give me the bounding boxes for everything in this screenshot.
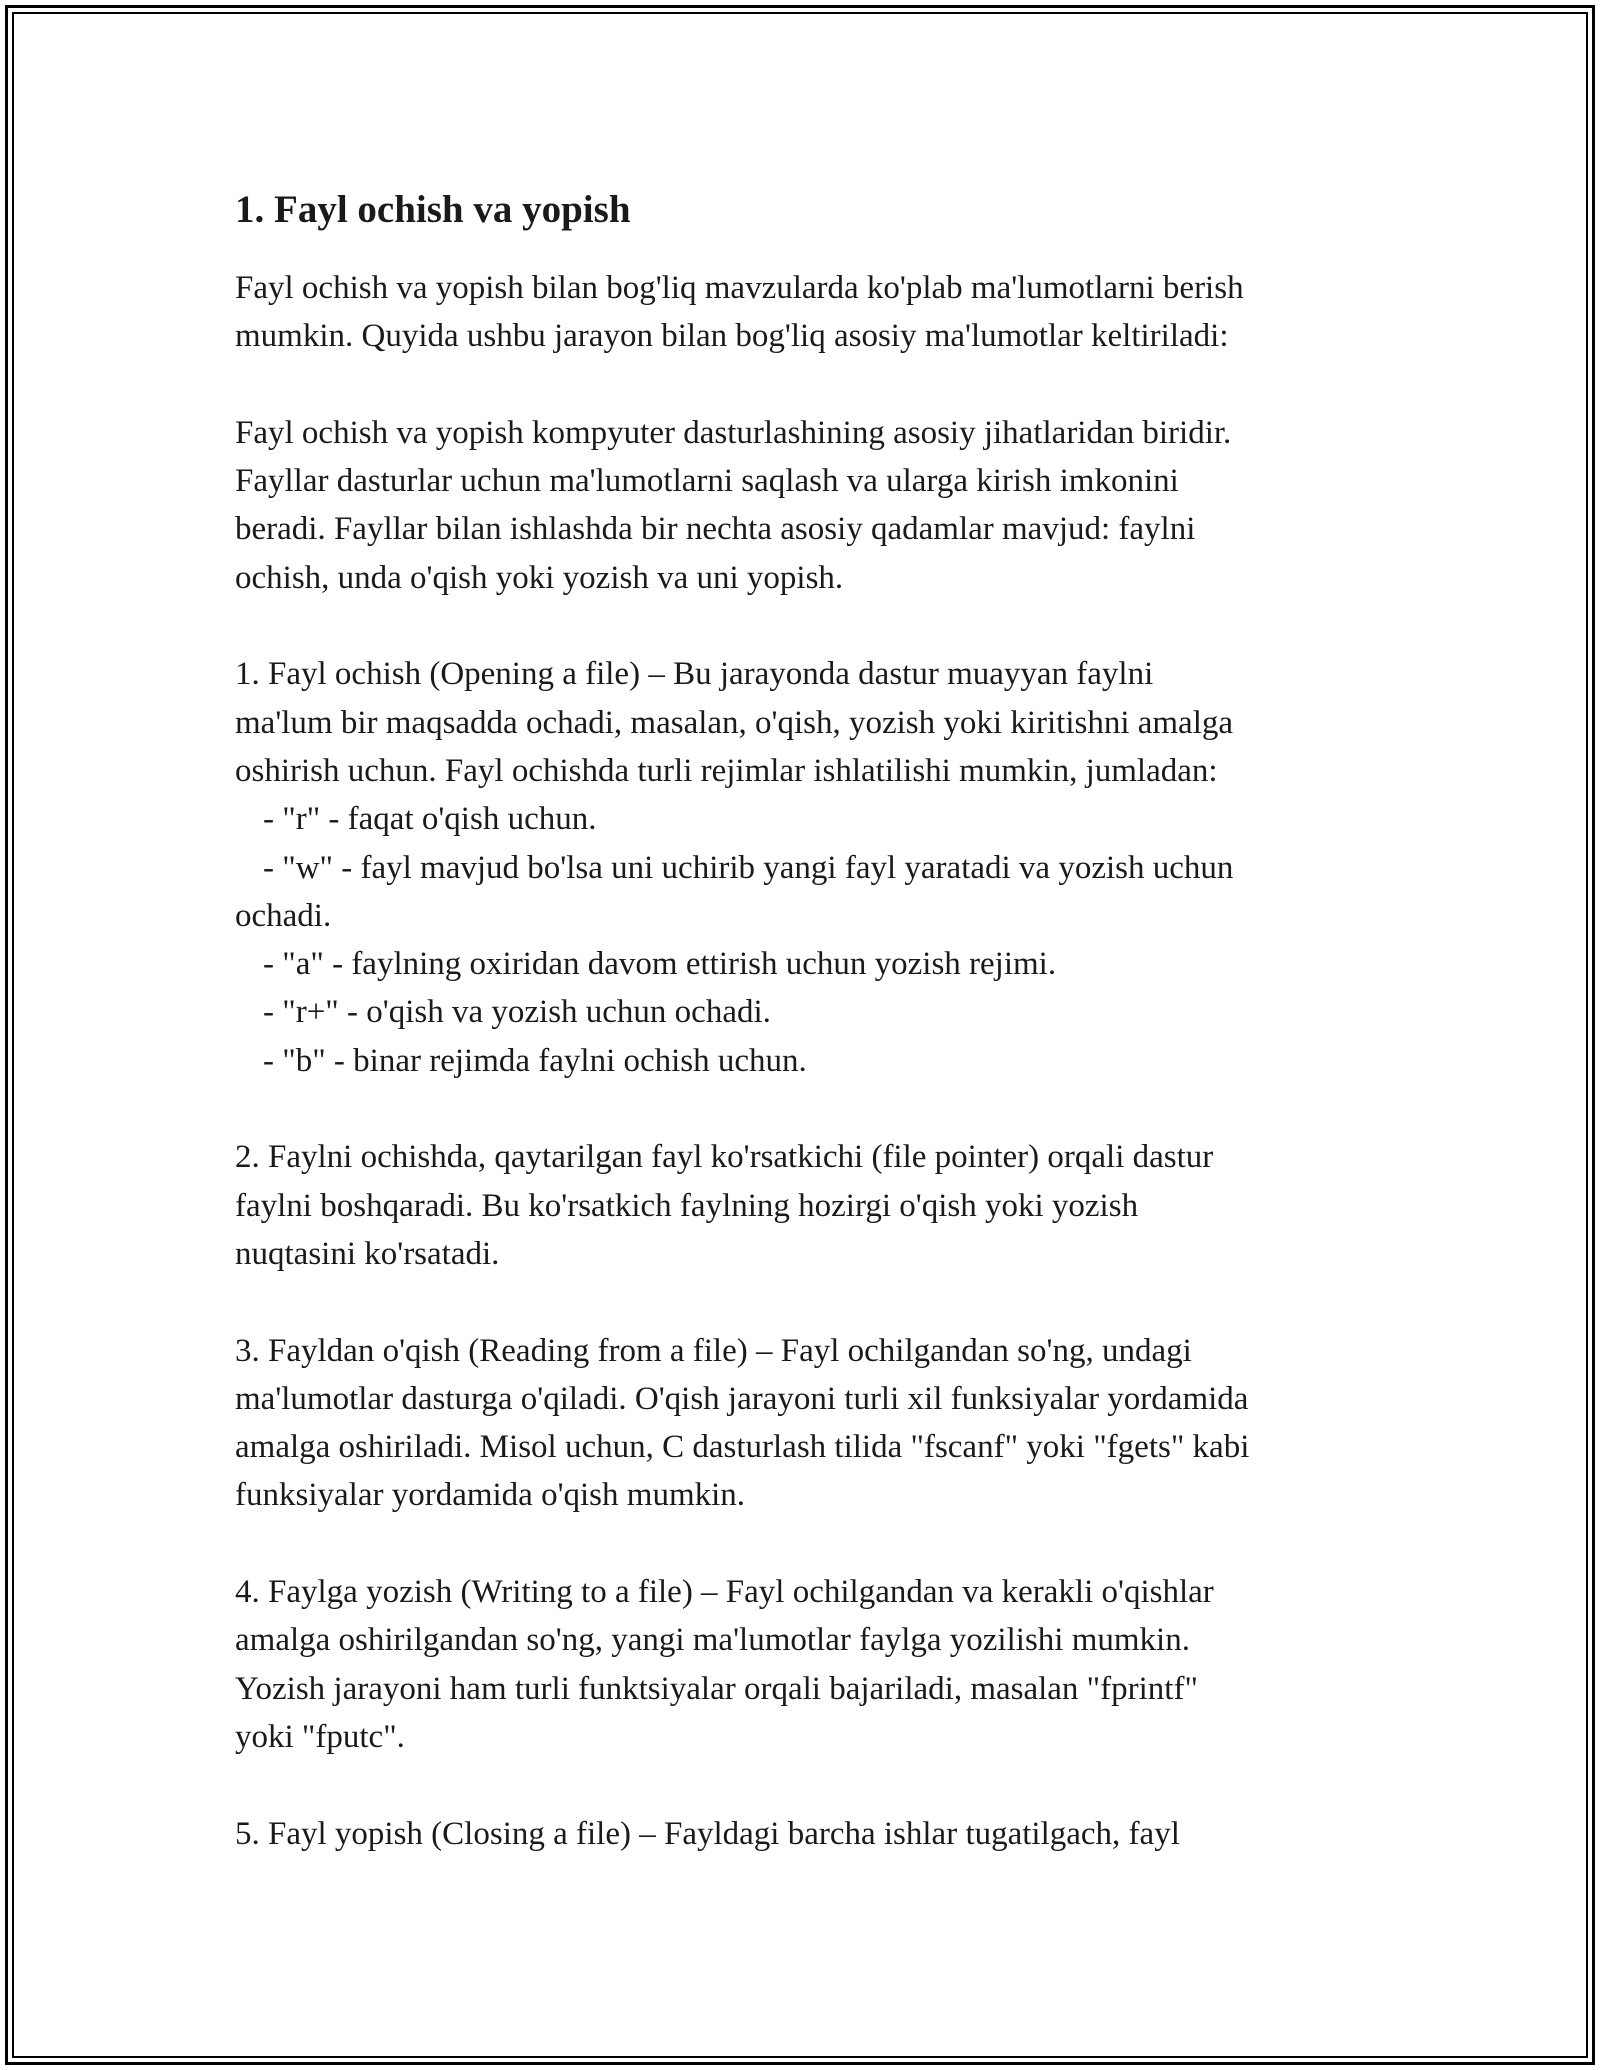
text-line: ma'lumotlar dasturga o'qiladi. O'qish jarayoni turli xil funksiyalar yordamida [235,1380,1249,1417]
paragraph-reading-file [235,1327,1385,1520]
paragraph-gap [235,1520,1385,1568]
text-line: faylni boshqaradi. Bu ko'rsatkich faylning hozirgi o'qish yoki yozish [235,1187,1139,1224]
text-line: beradi. Fayllar bilan ishlashda bir nechta asosiy qadamlar mavjud: faylni [235,511,1196,548]
text-line: nuqtasini ko'rsatadi. [235,1235,500,1272]
document-body [235,186,1385,1858]
text-line: 5. Fayl yopish (Closing a file) – Fayldagi barcha ishlar tugatilgach, fayl [235,1815,1180,1852]
text-line: Yozish jarayoni ham turli funktsiyalar orqali bajariladi, masalan "fprintf" [235,1670,1198,1707]
mode-item-r-plus: - "r+" - o'qish va yozish uchun ochadi. [263,994,771,1031]
mode-item-b: - "b" - binar rejimda faylni ochish uchun. [263,1042,807,1079]
text-line: Fayl ochish va yopish kompyuter dasturlashining asosiy jihatlaridan biridir. [235,414,1232,451]
mode-item-r: - "r" - faqat o'qish uchun. [263,801,597,838]
mode-item-a: - "a" - faylning oxiridan davom ettirish uchun yozish rejimi. [263,946,1057,983]
paragraph-gap [235,1085,1385,1133]
text-line: amalga oshirilgandan so'ng, yangi ma'lumotlar faylga yozilishi mumkin. [235,1622,1190,1659]
text-line: Fayl ochish va yopish bilan bog'liq mavzularda ko'plab ma'lumotlarni berish [235,270,1244,306]
text-line: 3. Fayldan o'qish (Reading from a file) – Fayl ochilgandan so'ng, undagi [235,1332,1192,1369]
text-line: 2. Faylni ochishda, qaytarilgan fayl ko'rsatkichi (file pointer) orqali dastur [235,1139,1214,1176]
paragraph-gap [235,1278,1385,1326]
paragraph-opening-file [235,650,1385,1085]
text-line: 1. Fayl ochish (Opening a file) – Bu jarayonda dastur muayyan faylni [235,656,1154,693]
paragraph-file-pointer [235,1133,1385,1278]
text-line: amalga oshiriladi. Misol uchun, C dasturlash tilida "fscanf" yoki "fgets" kabi [235,1429,1250,1466]
paragraph-overview [235,409,1385,602]
paragraph-closing-file [235,1810,1385,1858]
text-line: mumkin. Quyida ushbu jarayon bilan bog'liq asosiy ma'lumotlar keltiriladi: [235,318,1229,355]
text-line: oshirish uchun. Fayl ochishda turli rejimlar ishlatilishi mumkin, jumladan: [235,752,1218,789]
text-line: ma'lum bir maqsadda ochadi, masalan, o'qish, yozish yoki kiritishni amalga [235,704,1234,741]
paragraph-writing-file [235,1568,1385,1761]
paragraph-gap [235,361,1385,409]
paragraph-gap [235,602,1385,650]
text-line: Fayllar dasturlar uchun ma'lumotlarni saqlash va ularga kirish imkonini [235,463,1179,500]
text-line: funksiyalar yordamida o'qish mumkin. [235,1477,746,1514]
text-line: ochish, unda o'qish yoki yozish va uni yopish. [235,559,844,596]
text-line: ochadi. [235,897,332,934]
section-heading: 1. Fayl ochish va yopish [235,188,631,231]
paragraph-intro [235,264,1385,361]
text-line: 4. Faylga yozish (Writing to a file) – Fayl ochilgandan va kerakli o'qishlar [235,1574,1214,1611]
text-line: yoki "fputc". [235,1718,405,1755]
mode-item-w: - "w" - fayl mavjud bo'lsa uni uchirib yangi fayl yaratadi va yozish uchun [263,849,1234,886]
paragraph-gap [235,1761,1385,1809]
